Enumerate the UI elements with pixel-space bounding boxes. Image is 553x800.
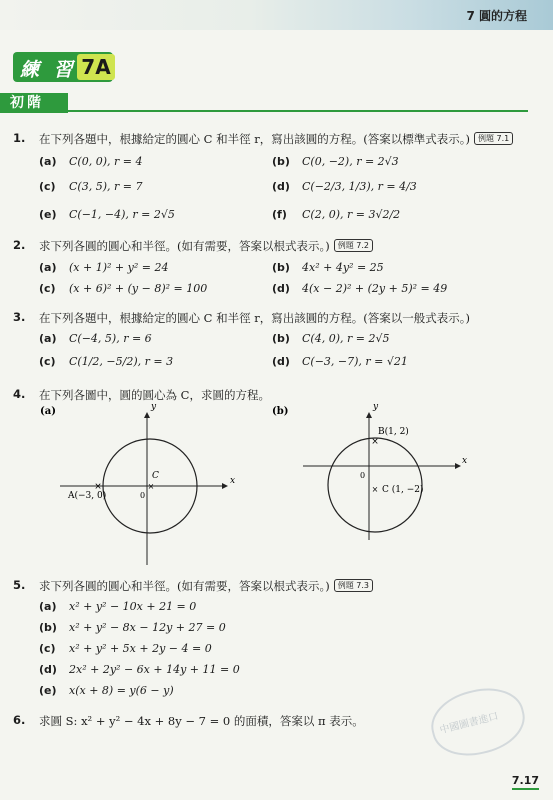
item-label: (d) xyxy=(272,355,290,368)
exercise-title-text: 練 習 xyxy=(20,59,77,81)
item-label: (a) xyxy=(39,261,57,274)
question-number: 6. xyxy=(13,713,26,727)
item-label: (c) xyxy=(39,282,56,295)
item-text: C(3, 5), r = 7 xyxy=(69,180,143,193)
item-1d xyxy=(272,180,417,193)
figure-b-y-arrow xyxy=(366,412,372,418)
item-text: 4x² + 4y² = 25 xyxy=(302,261,384,274)
item-5c xyxy=(39,642,212,655)
page-number: 7.17 xyxy=(512,774,539,790)
watermark-stamp xyxy=(425,680,532,765)
item-text: C(1/2, −5/2), r = 3 xyxy=(69,355,174,368)
item-text: x² + y² + 5x + 2y − 4 = 0 xyxy=(69,642,212,655)
question-text xyxy=(39,238,373,254)
figure-b-y-label: y xyxy=(373,402,379,412)
figure-a-label: (a) xyxy=(40,406,56,417)
item-text: (x + 1)² + y² = 24 xyxy=(69,261,169,274)
figure-a-center-mark: × xyxy=(147,482,155,491)
question-text: 求圓 S: x² + y² − 4x + 8y − 7 = 0 的面積，答案以 π 表示。 xyxy=(39,714,364,728)
item-label: (d) xyxy=(272,180,290,193)
exercise-title xyxy=(13,52,113,82)
item-5e xyxy=(39,684,174,697)
item-3b xyxy=(272,332,389,345)
item-text: C(−1, −4), r = 2√5 xyxy=(69,208,175,221)
item-2d xyxy=(272,282,447,295)
figure-a-point-mark: × xyxy=(94,482,102,492)
question-text-body: 求下列各圓的圓心和半徑。(如有需要，答案以根式表示。) xyxy=(39,239,330,253)
level-label: 初階 xyxy=(0,93,68,113)
question-number: 5. xyxy=(13,578,26,592)
item-label: (c) xyxy=(39,355,56,368)
page-header xyxy=(0,0,553,30)
item-text: 2x² + 2y² − 6x + 14y + 11 = 0 xyxy=(69,663,240,676)
item-label: (e) xyxy=(39,208,57,221)
figure-a-point-label: A(−3, 0) xyxy=(68,491,107,501)
item-2b xyxy=(272,261,384,274)
figure-a-origin: 0 xyxy=(140,491,146,500)
figure-b-center-mark: × xyxy=(371,485,379,494)
exercise-number: 7A xyxy=(77,54,115,80)
item-text: x(x + 8) = y(6 − y) xyxy=(69,684,174,697)
item-5a xyxy=(39,600,196,613)
item-text: C(4, 0), r = 2√5 xyxy=(302,332,390,345)
item-label: (f) xyxy=(272,208,287,221)
item-1a xyxy=(39,155,142,168)
figure-b-center-label: C (1, −2) xyxy=(382,485,424,495)
item-1e xyxy=(39,208,175,221)
figure-b-x-label: x xyxy=(462,456,468,466)
item-2c xyxy=(39,282,207,295)
figure-a-x-label: x xyxy=(230,476,236,486)
item-1c xyxy=(39,180,142,193)
item-text: C(2, 0), r = 3√2/2 xyxy=(302,208,401,221)
item-5d xyxy=(39,663,240,676)
figure-b-point-mark: × xyxy=(371,437,379,447)
item-text: C(−4, 5), r = 6 xyxy=(69,332,152,345)
item-label: (a) xyxy=(39,332,57,345)
item-label: (b) xyxy=(272,261,290,274)
watermark-text: 中國圖書進口 xyxy=(438,711,500,737)
question-text-body: 求下列各圓的圓心和半徑。(如有需要，答案以根式表示。) xyxy=(39,579,330,593)
figure-a-y-arrow xyxy=(144,412,150,418)
item-label: (a) xyxy=(39,155,57,168)
item-5b xyxy=(39,621,226,634)
item-label: (c) xyxy=(39,642,56,655)
item-label: (d) xyxy=(39,663,57,676)
example-ref[interactable]: 例題 7.3 xyxy=(334,579,373,592)
item-label: (a) xyxy=(39,600,57,613)
figure-a-y-label: y xyxy=(151,402,157,412)
question-number: 1. xyxy=(13,131,26,145)
question-text xyxy=(39,578,373,594)
question-text xyxy=(39,131,513,147)
item-text: C(−2/3, 1/3), r = 4/3 xyxy=(302,180,417,193)
figure-a-center-label: C xyxy=(152,471,159,481)
item-label: (e) xyxy=(39,684,57,697)
level-bar xyxy=(0,93,553,113)
chapter-title: 7 圓的方程 xyxy=(466,9,527,23)
item-text: 4(x − 2)² + (2y + 5)² = 49 xyxy=(302,282,448,295)
item-text: C(−3, −7), r = √21 xyxy=(302,355,408,368)
item-text: (x + 6)² + (y − 8)² = 100 xyxy=(69,282,208,295)
figure-a-x-arrow xyxy=(222,483,228,489)
question-text: 在下列各題中，根據給定的圓心 C 和半徑 r，寫出該圓的方程。(答案以一般式表示。) xyxy=(39,311,470,325)
question-number: 2. xyxy=(13,238,26,252)
item-1b xyxy=(272,155,399,168)
item-text: C(0, 0), r = 4 xyxy=(69,155,143,168)
item-text: C(0, −2), r = 2√3 xyxy=(302,155,399,168)
item-3c xyxy=(39,355,173,368)
figure-b-label: (b) xyxy=(272,406,289,417)
item-label: (c) xyxy=(39,180,56,193)
figure-b-origin: 0 xyxy=(360,471,366,480)
item-2a xyxy=(39,261,168,274)
item-3d xyxy=(272,355,408,368)
level-divider xyxy=(68,110,528,112)
example-ref[interactable]: 例題 7.1 xyxy=(474,132,513,145)
item-label: (d) xyxy=(272,282,290,295)
question-number: 3. xyxy=(13,310,26,324)
item-label: (b) xyxy=(272,155,290,168)
item-label: (b) xyxy=(39,621,57,634)
item-3a xyxy=(39,332,152,345)
figure-b-point-label: B(1, 2) xyxy=(378,427,409,437)
question-number: 4. xyxy=(13,387,26,401)
item-text: x² + y² − 10x + 21 = 0 xyxy=(69,600,197,613)
item-text: x² + y² − 8x − 12y + 27 = 0 xyxy=(69,621,226,634)
item-1f xyxy=(272,208,400,221)
question-text: 在下列各圖中，圓的圓心為 C，求圓的方程。 xyxy=(39,388,270,402)
example-ref[interactable]: 例題 7.2 xyxy=(334,239,373,252)
item-label: (b) xyxy=(272,332,290,345)
figure-b-x-arrow xyxy=(455,463,461,469)
question-text-body: 在下列各題中，根據給定的圓心 C 和半徑 r，寫出該圓的方程。(答案以標準式表示。) xyxy=(39,132,470,146)
question-4-figures xyxy=(0,400,553,575)
